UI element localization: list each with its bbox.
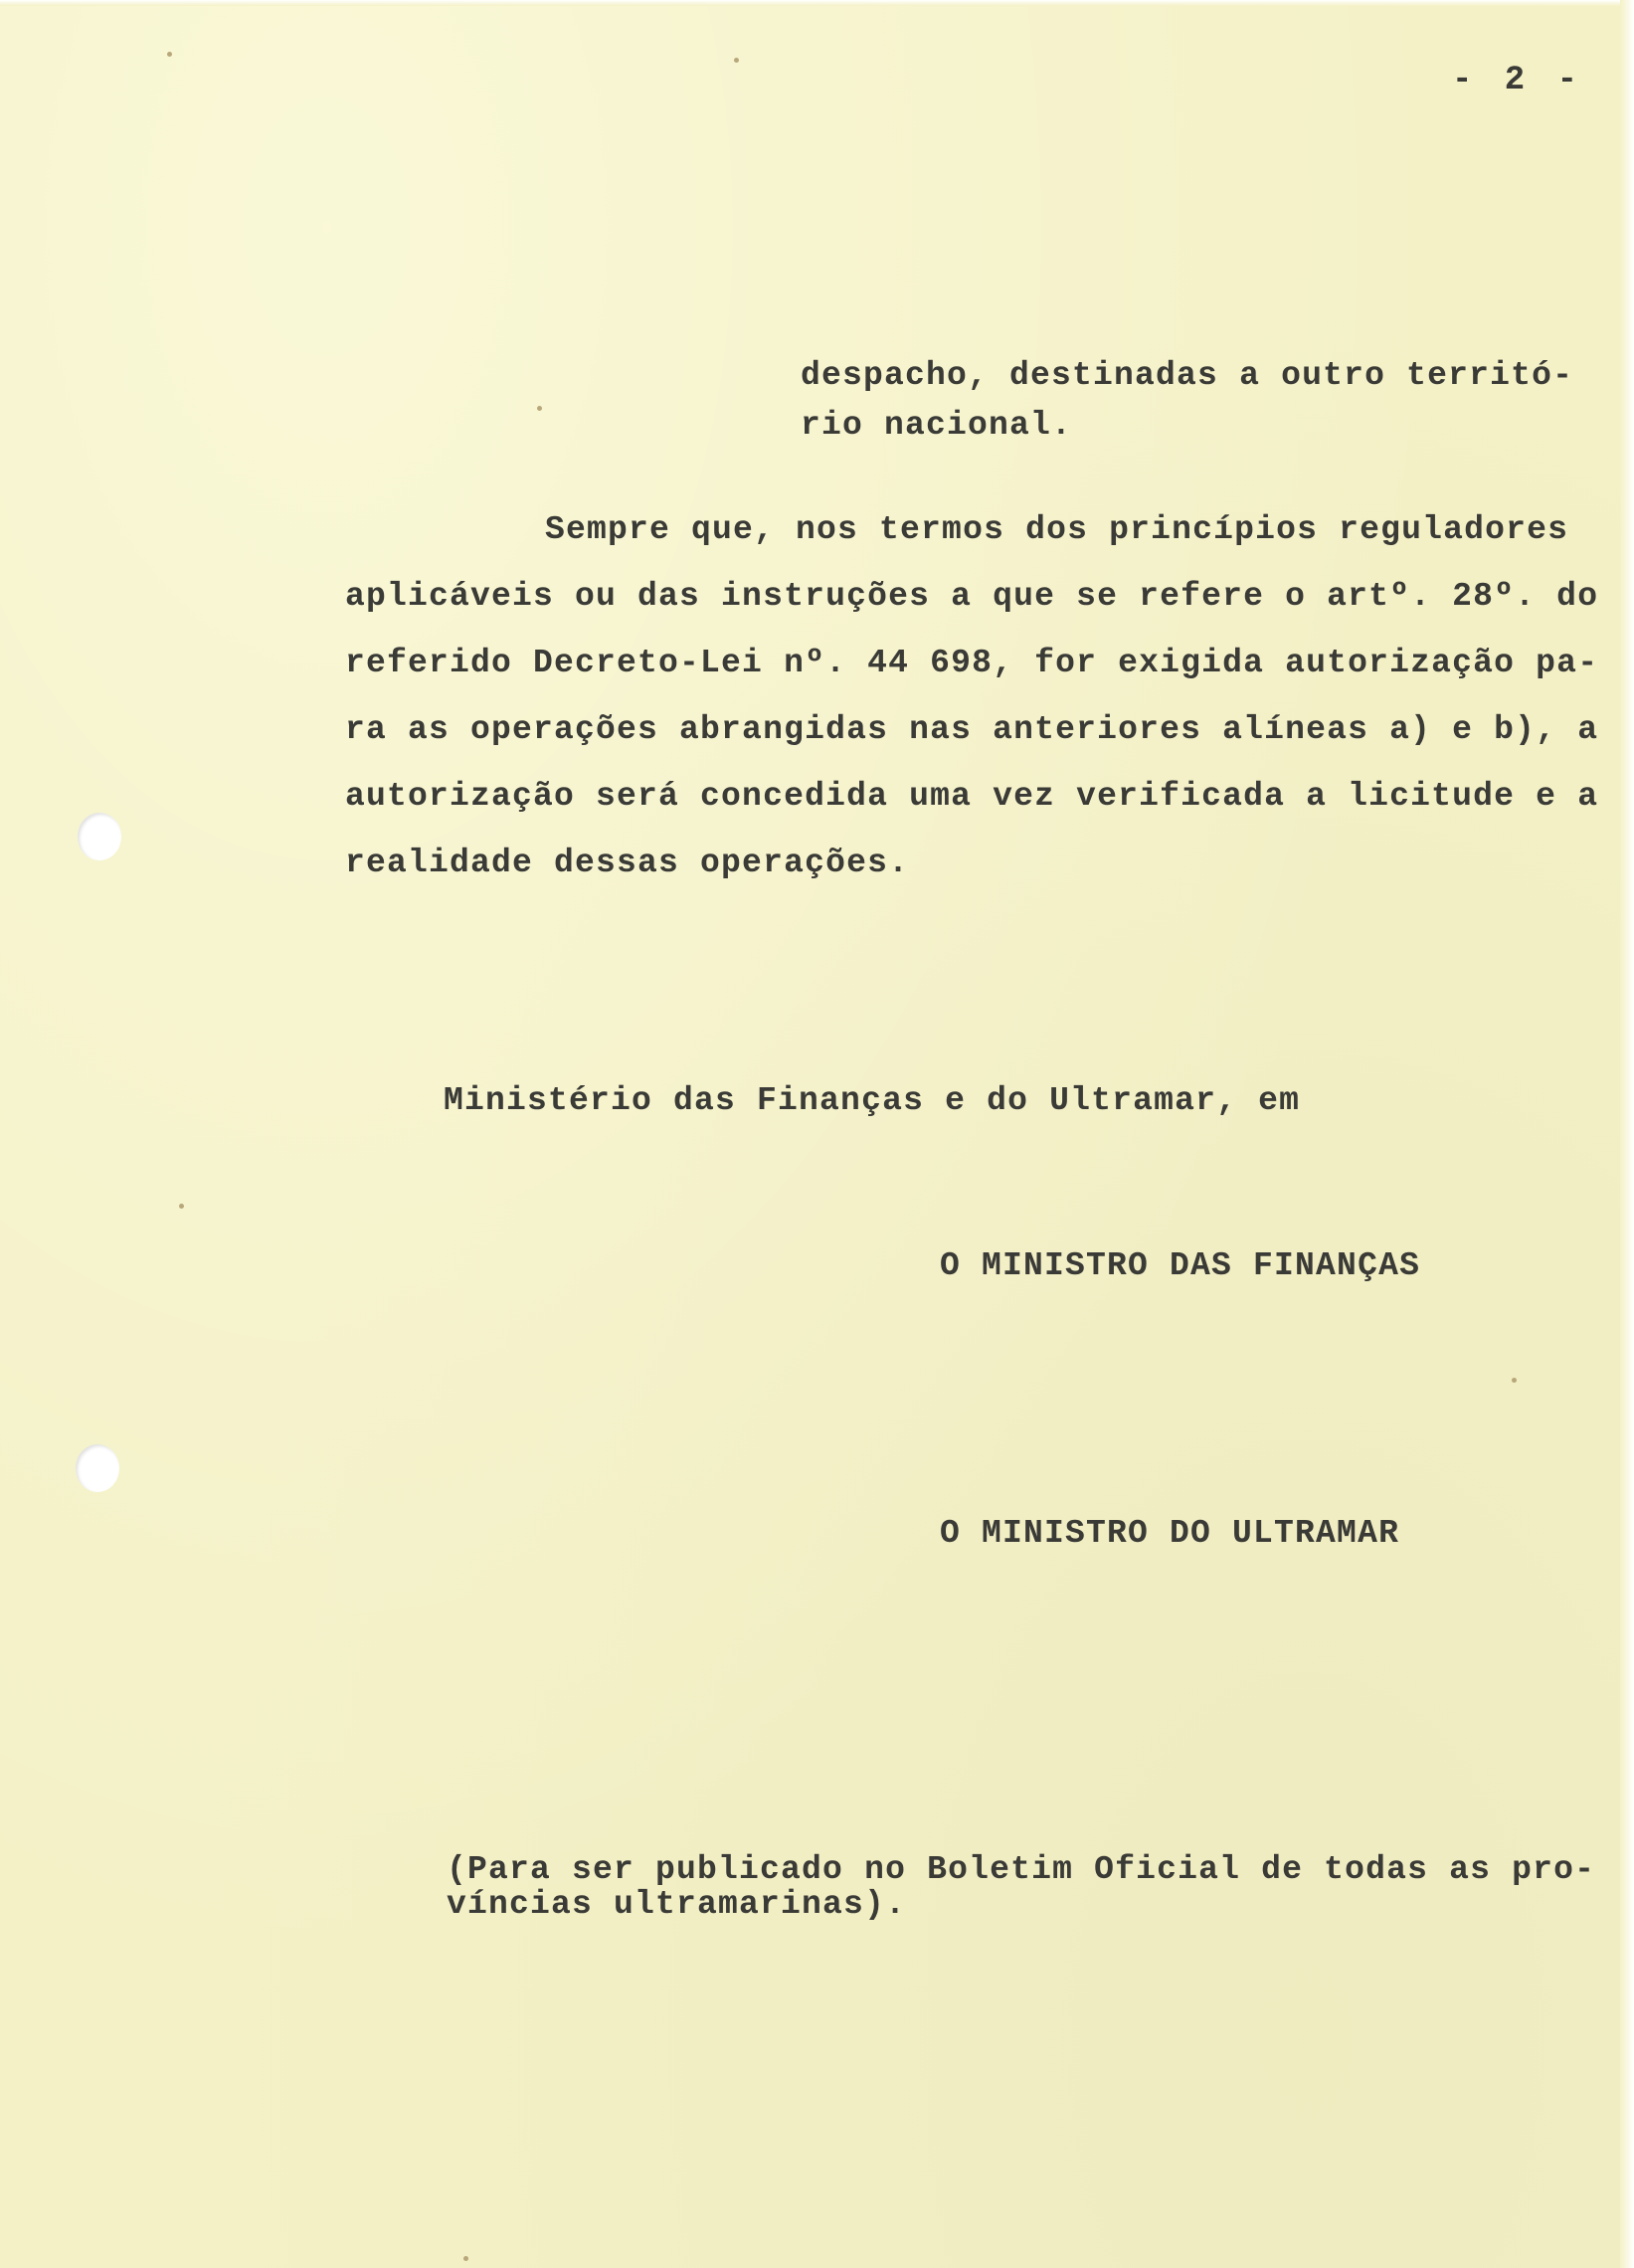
opening-line-1: despacho, destinadas a outro territó- (801, 357, 1574, 394)
punch-hole-upper (78, 813, 121, 860)
signature-finance-minister: O MINISTRO DAS FINANÇAS (940, 1247, 1421, 1284)
publication-note-line-2: víncias ultramarinas). (447, 1886, 907, 1923)
paper-speck (537, 406, 542, 411)
paper-speck (179, 1204, 184, 1209)
paragraph-line-5: autorização será concedida uma vez verificada a licitude e a (345, 778, 1599, 815)
paper-speck (1512, 1378, 1517, 1383)
signature-overseas-minister: O MINISTRO DO ULTRAMAR (940, 1515, 1400, 1552)
paper-speck (167, 52, 172, 57)
publication-note-line-1: (Para ser publicado no Boletim Oficial de todas as pro- (447, 1851, 1596, 1888)
punch-hole-lower (76, 1444, 119, 1492)
paper-right-edge (1620, 0, 1634, 2268)
paragraph-line-2: aplicáveis ou das instruções a que se refere o artº. 28º. do (345, 578, 1599, 615)
paragraph-line-4: ra as operações abrangidas nas anteriores alíneas a) e b), a (345, 711, 1599, 748)
opening-line-2: rio nacional. (801, 407, 1073, 444)
paragraph-line-3: referido Decreto-Lei nº. 44 698, for exigida autorização pa- (345, 645, 1599, 681)
place-date-line: Ministério das Finanças e do Ultramar, em (444, 1082, 1301, 1119)
paper-speck (734, 58, 739, 63)
paper-top-edge (0, 0, 1634, 6)
paragraph-line-6: realidade dessas operações. (345, 845, 910, 881)
paper-speck (463, 2256, 468, 2261)
paragraph-line-1: Sempre que, nos termos dos princípios reguladores (545, 511, 1569, 548)
page-number: - 2 - (1452, 62, 1584, 99)
